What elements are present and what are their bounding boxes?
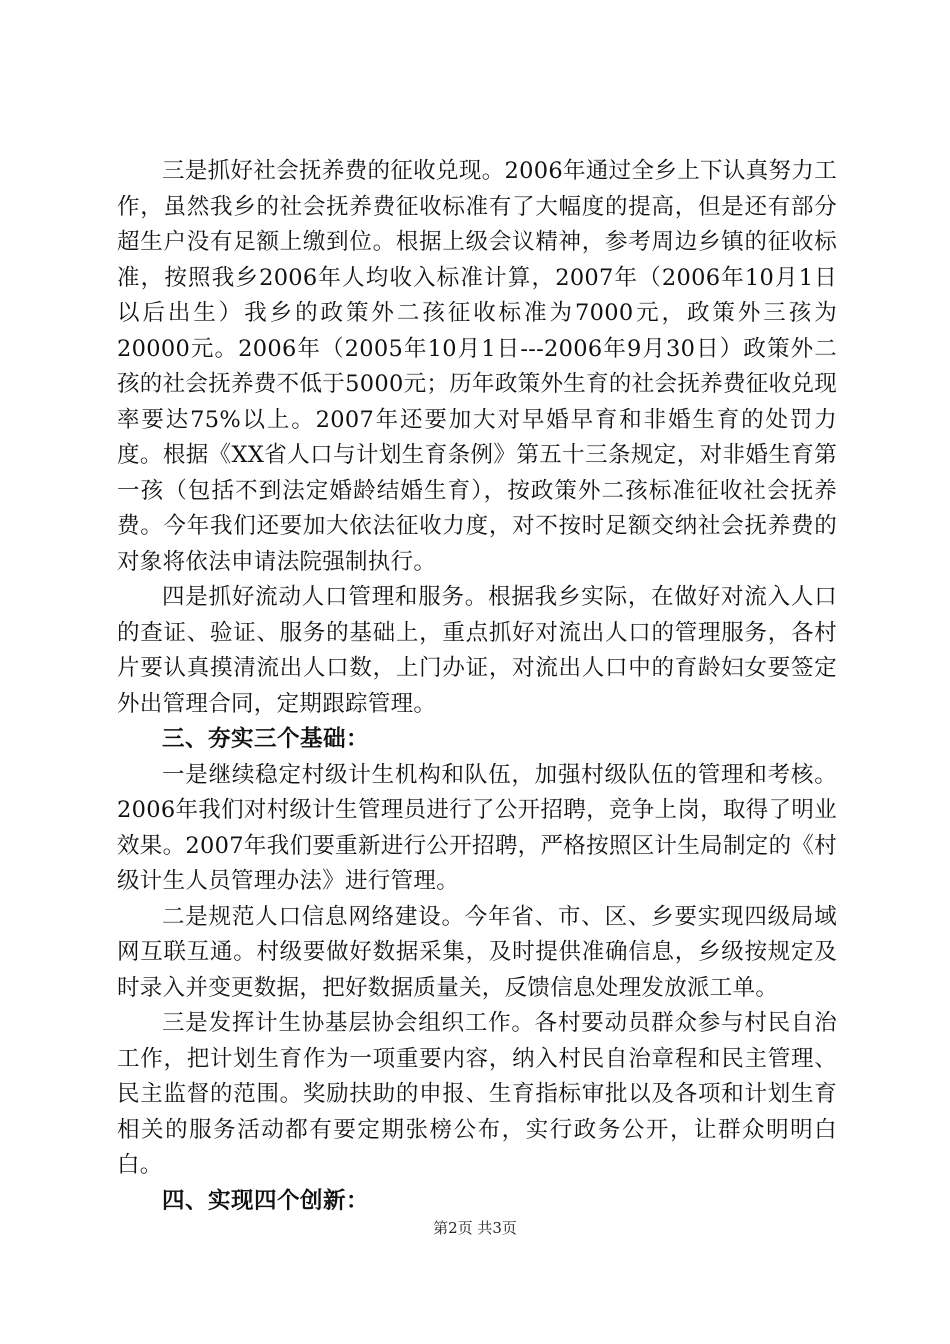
page-footer: 第2页 共3页 — [433, 1219, 517, 1237]
section-heading-four-innovations: 四、实现四个创新： — [162, 1187, 370, 1214]
paragraph-village-staff: 一是继续稳定村级计生机构和队伍，加强村级队伍的管理和考核。2006年我们对村级计生管理员进行了公开招聘，竞争上岗，取得了明业效果。2007年我们要重新进行公开招聘，严格按照区计生局制定的《村级计生人员管理办法》进行管理。 — [117, 761, 837, 894]
paragraph-association-work: 三是发挥计生协基层协会组织工作。各村要动员群众参与村民自治工作，把计划生育作为一项重要内容，纳入村民自治章程和民主管理、民主监督的范围。奖励扶助的申报、生育指标审批以及各项和计划生育相关的服务活动都有要定期张榜公布，实行政务公开，让群众明明白白。 — [117, 1010, 837, 1178]
section-heading-three-foundations: 三、夯实三个基础： — [162, 726, 370, 752]
paragraph-floating-population: 四是抓好流动人口管理和服务。根据我乡实际，在做好对流入人口的查证、验证、服务的基础上，重点抓好对流出人口的管理服务，各村片要认真摸清流出人口数，上门办证，对流出人口中的育龄妇女要签定外出管理合同，定期跟踪管理。 — [117, 584, 837, 717]
paragraph-info-network: 二是规范人口信息网络建设。今年省、市、区、乡要实现四级局域网互联互通。村级要做好数据采集，及时提供准确信息，乡级按规定及时录入并变更数据，把好数据质量关，反馈信息处理发放派工单。 — [117, 903, 837, 1001]
document-body — [117, 154, 837, 1219]
paragraph-social-fee-collection: 三是抓好社会抚养费的征收兑现。2006年通过全乡上下认真努力工作，虽然我乡的社会抚养费征收标准有了大幅度的提高，但是还有部分超生户没有足额上缴到位。根据上级会议精神，参考周边乡镇的征收标准，按照我乡2006年人均收入标准计算，2007年（2006年10月1日以后出生）我乡的政策外二孩征收标准为7000元，政策外三孩为20000元。2006年（2005年10月1日---2006年9月30日）政策外二孩的社会抚养费不低于5000元；历年政策外生育的社会抚养费征收兑现率要达75%以上。2007年还要加大对早婚早育和非婚生育的处罚力度。根据《XX省人口与计划生育条例》第五十三条规定，对非婚生育第一孩（包括不到法定婚龄结婚生育），按政策外二孩标准征收社会抚养费。今年我们还要加大依法征收力度，对不按时足额交纳社会抚养费的对象将依法申请法院强制执行。 — [117, 158, 837, 575]
